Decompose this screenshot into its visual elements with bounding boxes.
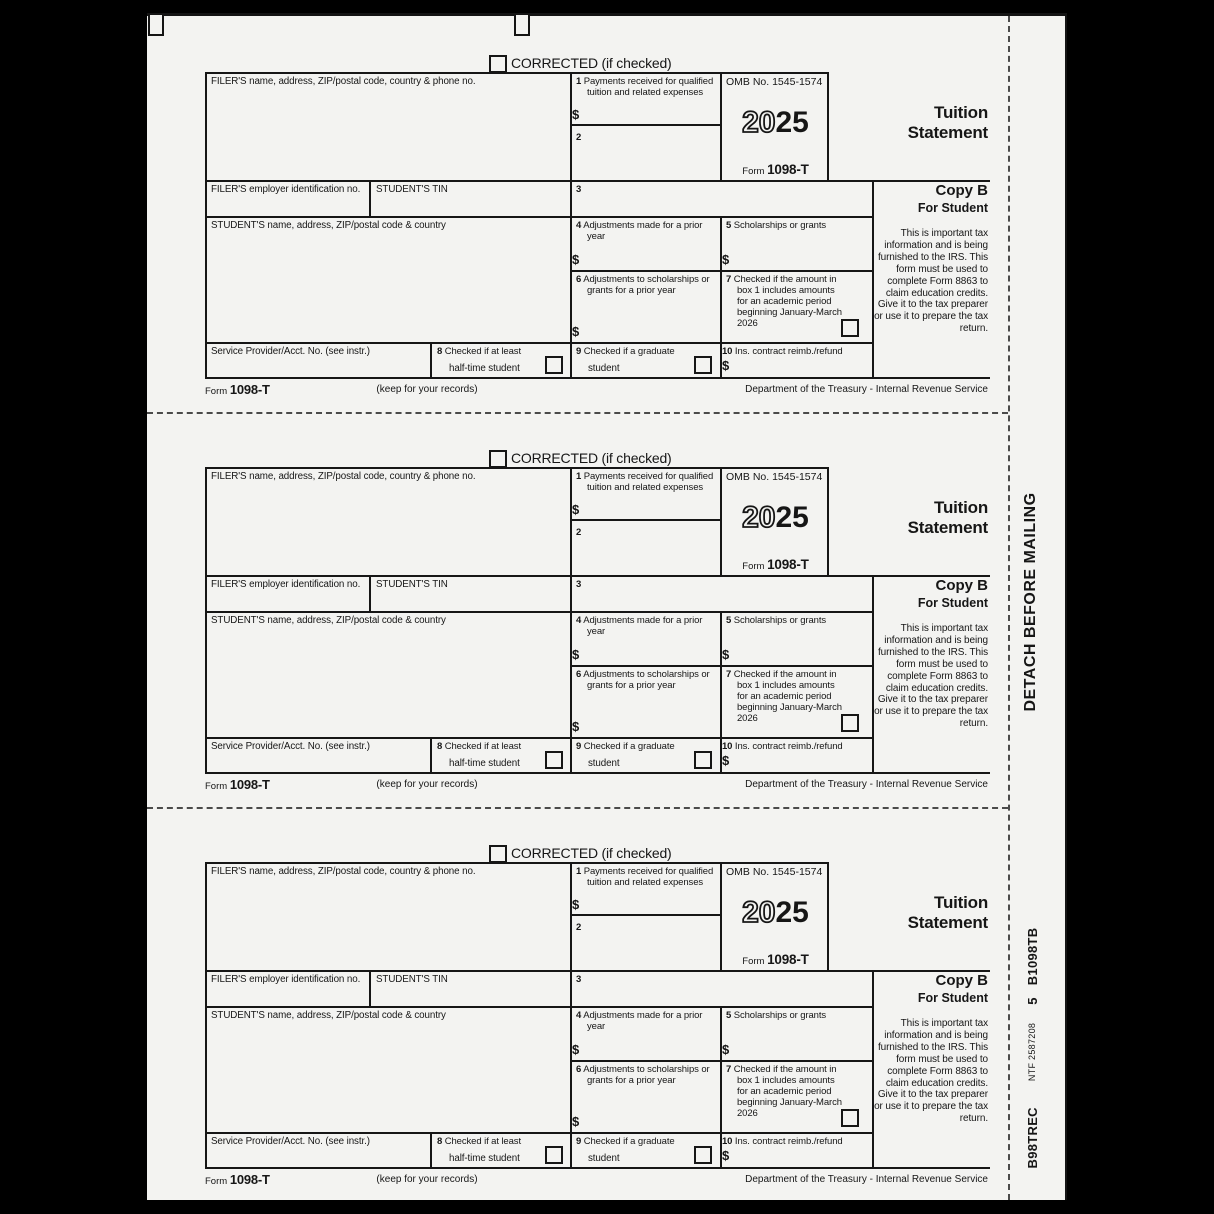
box3-number: 3 [576, 579, 582, 590]
box10-label: 10 Ins. contract reimb./refund [722, 1136, 843, 1147]
filer-name-label: FILER'S name, address, ZIP/postal code, country & phone no. [211, 471, 476, 482]
box2-label [576, 527, 587, 538]
box6-dollar-sign: $ [572, 1114, 580, 1129]
footer-department: Department of the Treasury - Internal Revenue Service [745, 1174, 988, 1185]
box10-number: 10 [722, 346, 733, 357]
corrected-checkbox[interactable] [489, 55, 507, 73]
box8-checkbox[interactable] [545, 751, 563, 769]
box4-dollar-sign: $ [572, 647, 580, 662]
box7-number: 7 [726, 1064, 732, 1075]
table-border [570, 270, 874, 272]
box4-dollar-sign: $ [572, 252, 580, 267]
tax-year-outline: 20 [742, 896, 776, 929]
box9-checkbox[interactable] [694, 1146, 712, 1164]
box8-number: 8 [437, 741, 443, 752]
stock-code-5: 5 [1024, 997, 1040, 1005]
box4-label: 4 Adjustments made for a prior year [576, 615, 703, 637]
table-border [570, 1060, 874, 1062]
form-sheet [147, 13, 1067, 1200]
box1-number: 1 [576, 76, 582, 87]
for-student-label: For Student [917, 596, 988, 610]
table-border [205, 1132, 874, 1134]
box5-dollar-sign: $ [722, 1042, 730, 1057]
box7-checkbox[interactable] [841, 1109, 859, 1127]
table-border [570, 519, 722, 521]
student-tin-label: STUDENT'S TIN [376, 974, 448, 985]
filer-ein-label: FILER'S employer identification no. [211, 974, 361, 985]
table-border [205, 467, 207, 774]
box1-label: 1 Payments received for qualified tuition and related expenses [576, 76, 714, 98]
box1-dollar-sign: $ [572, 897, 580, 912]
box5-label: 5 Scholarships or grants [726, 615, 827, 626]
box5-label: 5 Scholarships or grants [726, 1010, 827, 1021]
form-title: Tuition Statement [907, 498, 988, 537]
box9-label: 9 Checked if a graduate [576, 741, 675, 752]
box8-number: 8 [437, 1136, 443, 1147]
box4-label: 4 Adjustments made for a prior year [576, 1010, 703, 1032]
box2-number: 2 [576, 922, 582, 933]
box8-checkbox[interactable] [545, 1146, 563, 1164]
form-number-header: Form 1098-T [742, 557, 809, 572]
copy-b-instructions: This is important tax information and is being furnished to the IRS. This form must be used to complete Form 8863 to claim education credits. Give it to the tax preparer or use it to prepare the tax return. [874, 623, 988, 730]
box7-checkbox[interactable] [841, 714, 859, 732]
box4-dollar-sign: $ [572, 1042, 580, 1057]
table-border [430, 342, 432, 379]
for-student-label: For Student [917, 991, 988, 1005]
box10-dollar-sign: $ [722, 753, 730, 768]
table-border [369, 180, 371, 218]
box9-label: 9 Checked if a graduate [576, 1136, 675, 1147]
box9-checkbox[interactable] [694, 751, 712, 769]
footer-form-number: Form 1098-T [205, 1172, 270, 1187]
box3-label [576, 184, 587, 195]
corrected-label: CORRECTED (if checked) [511, 845, 672, 861]
student-name-label: STUDENT'S name, address, ZIP/postal code & country [211, 220, 446, 231]
tax-year-solid: 25 [775, 501, 809, 534]
stock-code-b1098tb: B1098TB [1024, 927, 1040, 986]
box2-number: 2 [576, 527, 582, 538]
perforation-notch-mid [514, 13, 530, 36]
table-border [205, 72, 207, 379]
service-provider-label: Service Provider/Acct. No. (see instr.) [211, 741, 370, 752]
table-border [205, 342, 874, 344]
footer-keep-note: (keep for your records) [376, 384, 478, 395]
footer-department: Department of the Treasury - Internal Revenue Service [745, 779, 988, 790]
box4-number: 4 [576, 1010, 582, 1021]
table-border [369, 575, 371, 613]
footer-form-number: Form 1098-T [205, 777, 270, 792]
omb-number: OMB No. 1545-1574 [726, 76, 823, 88]
box8-label-line2: half-time student [449, 758, 520, 769]
print-stock-codes [1024, 928, 1040, 1168]
box10-number: 10 [722, 1136, 733, 1147]
box8-label: 8 Checked if at least [437, 741, 521, 752]
tax-year-outline: 20 [742, 106, 776, 139]
tax-year-solid: 25 [775, 106, 809, 139]
detach-before-mailing-label: DETACH BEFORE MAILING [1022, 492, 1039, 712]
box6-number: 6 [576, 1064, 582, 1075]
box3-number: 3 [576, 974, 582, 985]
box9-number: 9 [576, 346, 582, 357]
table-border [205, 1006, 874, 1008]
box9-number: 9 [576, 1136, 582, 1147]
box2-label [576, 132, 587, 143]
corrected-label: CORRECTED (if checked) [511, 55, 672, 71]
copy-b-instructions: This is important tax information and is being furnished to the IRS. This form must be used to complete Form 8863 to claim education credits. Give it to the tax preparer or use it to prepare the tax return. [874, 228, 988, 335]
box6-label: 6 Adjustments to scholarships or grants for a prior year [576, 669, 710, 691]
footer-department: Department of the Treasury - Internal Revenue Service [745, 384, 988, 395]
copy-b-instructions: This is important tax information and is being furnished to the IRS. This form must be used to complete Form 8863 to claim education credits. Give it to the tax preparer or use it to prepare the tax return. [874, 1018, 988, 1125]
box8-label: 8 Checked if at least [437, 346, 521, 357]
box9-label-line2: student [588, 1153, 620, 1164]
box5-number: 5 [726, 615, 732, 626]
stock-code-b98trec: B98TREC [1024, 1107, 1040, 1169]
box9-label: 9 Checked if a graduate [576, 346, 675, 357]
table-border [570, 665, 874, 667]
box9-number: 9 [576, 741, 582, 752]
form-copy-1 [205, 55, 990, 395]
table-border [430, 737, 432, 774]
student-tin-label: STUDENT'S TIN [376, 184, 448, 195]
form-number-header: Form 1098-T [742, 162, 809, 177]
box10-dollar-sign: $ [722, 358, 730, 373]
service-provider-label: Service Provider/Acct. No. (see instr.) [211, 1136, 370, 1147]
box8-label: 8 Checked if at least [437, 1136, 521, 1147]
box1-dollar-sign: $ [572, 502, 580, 517]
form-title: Tuition Statement [907, 103, 988, 142]
box6-dollar-sign: $ [572, 324, 580, 339]
table-border [205, 862, 207, 1169]
filer-name-label: FILER'S name, address, ZIP/postal code, country & phone no. [211, 76, 476, 87]
box8-label-line2: half-time student [449, 1153, 520, 1164]
form-number-header: Form 1098-T [742, 952, 809, 967]
box1-number: 1 [576, 471, 582, 482]
table-border [570, 124, 722, 126]
box1-label: 1 Payments received for qualified tuition and related expenses [576, 866, 714, 888]
box6-dollar-sign: $ [572, 719, 580, 734]
box5-number: 5 [726, 220, 732, 231]
box7-label: 7 Checked if the amount in box 1 includes amounts for an academic period beginning January-March 2026 [726, 669, 842, 724]
copy-b-label: Copy B [935, 182, 988, 199]
box10-dollar-sign: $ [722, 1148, 730, 1163]
footer-keep-note: (keep for your records) [376, 1174, 478, 1185]
perforation-notch-left [148, 13, 164, 36]
box6-number: 6 [576, 274, 582, 285]
table-border [205, 216, 874, 218]
table-border [570, 914, 722, 916]
student-tin-label: STUDENT'S TIN [376, 579, 448, 590]
corrected-checkbox[interactable] [489, 450, 507, 468]
copy-b-label: Copy B [935, 972, 988, 989]
box5-number: 5 [726, 1010, 732, 1021]
box6-number: 6 [576, 669, 582, 680]
box2-label [576, 922, 587, 933]
form-copy-3 [205, 845, 990, 1185]
box5-dollar-sign: $ [722, 252, 730, 267]
box6-label: 6 Adjustments to scholarships or grants for a prior year [576, 274, 710, 296]
form-copy-2 [205, 450, 990, 790]
box4-label: 4 Adjustments made for a prior year [576, 220, 703, 242]
box1-label: 1 Payments received for qualified tuition and related expenses [576, 471, 714, 493]
box1-dollar-sign: $ [572, 107, 580, 122]
box8-checkbox[interactable] [545, 356, 563, 374]
box5-label: 5 Scholarships or grants [726, 220, 827, 231]
box3-label [576, 579, 587, 590]
tax-year-outline: 20 [742, 501, 776, 534]
box7-label: 7 Checked if the amount in box 1 includes amounts for an academic period beginning January-March 2026 [726, 1064, 842, 1119]
box4-number: 4 [576, 615, 582, 626]
footer-keep-note: (keep for your records) [376, 779, 478, 790]
box8-label-line2: half-time student [449, 363, 520, 374]
omb-number: OMB No. 1545-1574 [726, 471, 823, 483]
box7-number: 7 [726, 274, 732, 285]
footer-form-number: Form 1098-T [205, 382, 270, 397]
filer-ein-label: FILER'S employer identification no. [211, 184, 361, 195]
box9-label-line2: student [588, 758, 620, 769]
filer-ein-label: FILER'S employer identification no. [211, 579, 361, 590]
for-student-label: For Student [917, 201, 988, 215]
box10-number: 10 [722, 741, 733, 752]
omb-number: OMB No. 1545-1574 [726, 866, 823, 878]
box7-number: 7 [726, 669, 732, 680]
form-title: Tuition Statement [907, 893, 988, 932]
corrected-checkbox[interactable] [489, 845, 507, 863]
student-name-label: STUDENT'S name, address, ZIP/postal code & country [211, 615, 446, 626]
box7-label: 7 Checked if the amount in box 1 includes amounts for an academic period beginning January-March 2026 [726, 274, 842, 329]
stock-code-ntf: NTF 2587208 [1027, 1022, 1037, 1082]
table-border [205, 737, 874, 739]
box5-dollar-sign: $ [722, 647, 730, 662]
table-border [369, 970, 371, 1008]
tax-year-solid: 25 [775, 896, 809, 929]
filer-name-label: FILER'S name, address, ZIP/postal code, country & phone no. [211, 866, 476, 877]
box1-number: 1 [576, 866, 582, 877]
table-border [205, 611, 874, 613]
corrected-label: CORRECTED (if checked) [511, 450, 672, 466]
box3-label [576, 974, 587, 985]
table-border [430, 1132, 432, 1169]
horizontal-cut-line-2 [147, 807, 1008, 809]
student-name-label: STUDENT'S name, address, ZIP/postal code & country [211, 1010, 446, 1021]
box4-number: 4 [576, 220, 582, 231]
horizontal-cut-line-1 [147, 412, 1008, 414]
table-border [205, 72, 829, 74]
vertical-perforation-line [1008, 16, 1010, 1200]
box3-number: 3 [576, 184, 582, 195]
box10-label: 10 Ins. contract reimb./refund [722, 741, 843, 752]
box9-checkbox[interactable] [694, 356, 712, 374]
box7-checkbox[interactable] [841, 319, 859, 337]
box10-label: 10 Ins. contract reimb./refund [722, 346, 843, 357]
box2-number: 2 [576, 132, 582, 143]
box6-label: 6 Adjustments to scholarships or grants for a prior year [576, 1064, 710, 1086]
table-border [205, 467, 829, 469]
box8-number: 8 [437, 346, 443, 357]
box9-label-line2: student [588, 363, 620, 374]
copy-b-label: Copy B [935, 577, 988, 594]
service-provider-label: Service Provider/Acct. No. (see instr.) [211, 346, 370, 357]
table-border [205, 862, 829, 864]
